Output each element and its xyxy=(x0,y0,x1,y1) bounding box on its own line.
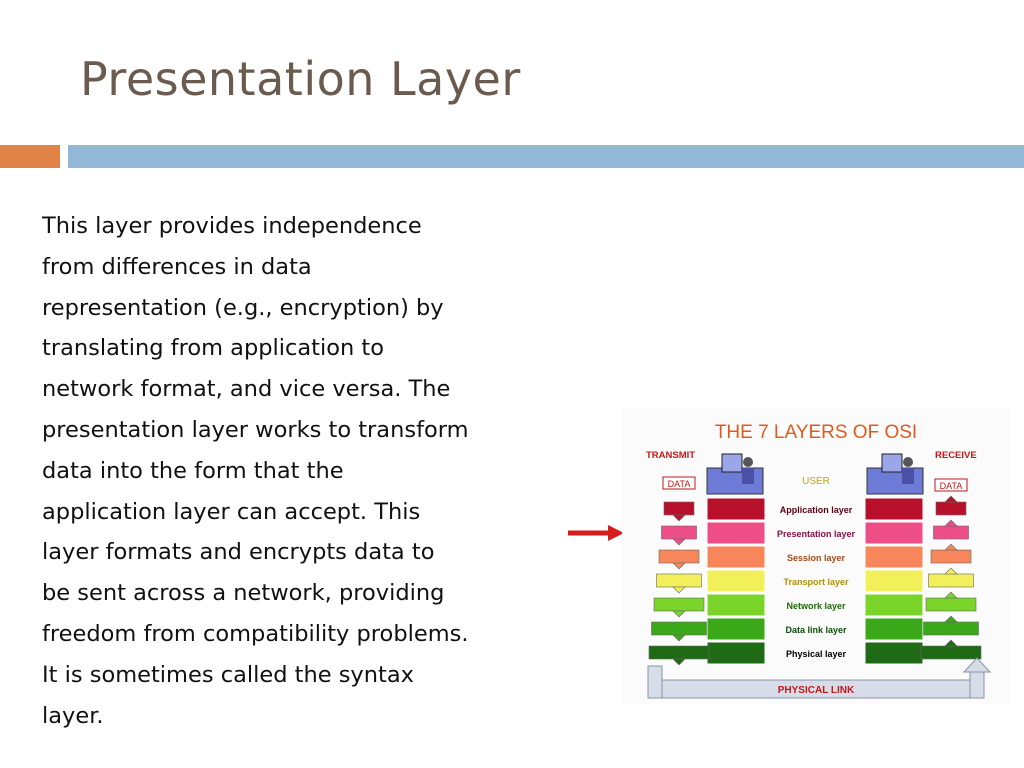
layer-block-right xyxy=(865,570,923,592)
layer-label: Data link layer xyxy=(785,625,847,635)
layer-block-left xyxy=(707,594,765,616)
layer-block-right xyxy=(865,618,923,640)
transmit-step xyxy=(649,646,709,659)
layer-block-left xyxy=(707,498,765,520)
layer-label: Network layer xyxy=(786,601,846,611)
layer-block-left xyxy=(707,642,765,664)
layer-block-left xyxy=(707,522,765,544)
transmit-step xyxy=(652,622,707,635)
layer-block-right xyxy=(865,546,923,568)
transmit-label: TRANSMIT xyxy=(646,450,696,461)
transmit-step xyxy=(657,574,702,587)
receive-step xyxy=(924,622,979,635)
physical-link-label: PHYSICAL LINK xyxy=(777,685,855,696)
receive-step xyxy=(931,550,971,563)
layer-block-right xyxy=(865,594,923,616)
transmit-step xyxy=(664,502,694,515)
data-right-label: DATA xyxy=(939,481,963,491)
osi-title: THE 7 LAYERS OF OSI xyxy=(714,422,918,443)
layer-label: Session layer xyxy=(786,553,846,563)
receive-step xyxy=(926,598,976,611)
receive-step xyxy=(921,646,981,659)
layer-label: Physical layer xyxy=(785,649,847,659)
layer-block-left xyxy=(707,570,765,592)
osi-diagram xyxy=(622,408,1010,704)
accent-bar-blue xyxy=(68,145,1024,168)
transmit-step xyxy=(654,598,704,611)
accent-bar-orange xyxy=(0,145,60,168)
layer-label: Presentation layer xyxy=(776,529,856,539)
layer-block-left xyxy=(707,546,765,568)
receive-step xyxy=(929,574,974,587)
receive-step xyxy=(934,526,969,539)
body-paragraph: This layer provides independence from differences in data representation (e.g., encryption) by translating from application to network format, and vice versa. The presentation layer works to transform data into the form that the application layer can accept. This layer formats and encrypts data to be sent across a network, providing freedom from compatibility problems. It is sometimes called the syntax layer. xyxy=(42,213,469,729)
transmit-step xyxy=(659,550,699,563)
layer-label: Transport layer xyxy=(783,577,849,587)
layer-block-right xyxy=(865,498,923,520)
layer-label: Application layer xyxy=(779,505,853,515)
data-left-label: DATA xyxy=(667,479,691,489)
user-label: USER xyxy=(802,476,830,487)
slide-title: Presentation Layer xyxy=(80,52,521,106)
layer-block-left xyxy=(707,618,765,640)
receive-label: RECEIVE xyxy=(935,450,977,461)
receive-step xyxy=(936,502,966,515)
layer-block-right xyxy=(865,642,923,664)
transmit-step xyxy=(662,526,697,539)
red-arrow-icon xyxy=(566,522,626,544)
layer-block-right xyxy=(865,522,923,544)
